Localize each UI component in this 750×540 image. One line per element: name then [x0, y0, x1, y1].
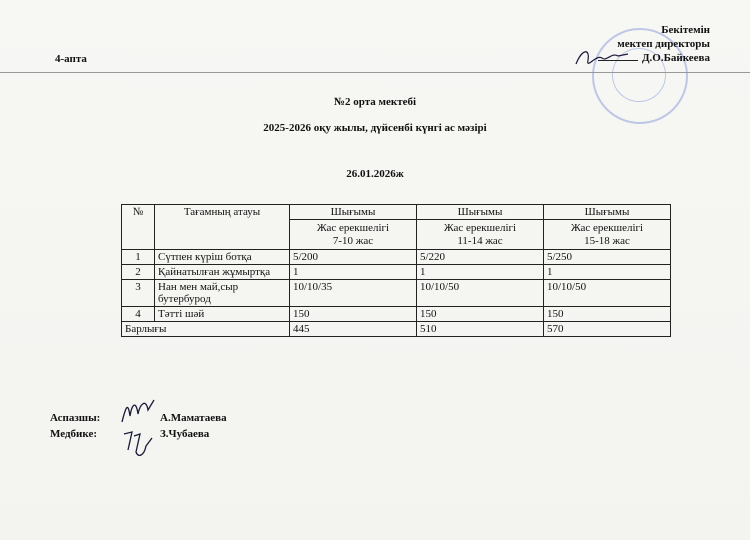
- menu-table: [121, 204, 671, 337]
- output-11-14: 150: [417, 307, 544, 322]
- header-divider: [0, 72, 750, 73]
- output-7-10: 5/200: [290, 250, 417, 265]
- table-total-row: [122, 322, 671, 337]
- output-15-18: 5/250: [544, 250, 671, 265]
- table-row: [122, 280, 671, 307]
- row-num: 4: [122, 307, 155, 322]
- row-num: 1: [122, 250, 155, 265]
- output-15-18: 10/10/50: [544, 280, 671, 307]
- approve-position: мектеп директоры: [617, 38, 710, 50]
- output-15-18: 150: [544, 307, 671, 322]
- school-name: №2 орта мектебі: [333, 96, 417, 108]
- cook-role: Аспазшы:: [50, 412, 101, 424]
- age-group-3: [544, 220, 671, 250]
- col-name-header: Тағамның атауы: [155, 205, 290, 250]
- dish-name: Тәтті шәй: [155, 307, 290, 322]
- approve-signer-name: Д.О.Байкеева: [641, 52, 710, 64]
- week-label: 4-апта: [55, 53, 87, 65]
- output-7-10: 10/10/35: [290, 280, 417, 307]
- approve-title: Бекітемін: [661, 24, 710, 36]
- nurse-role: Медбике:: [50, 428, 97, 440]
- total-label: Барлығы: [122, 322, 290, 337]
- table-row: [122, 307, 671, 322]
- table-header-row: [122, 205, 671, 220]
- output-11-14: 1: [417, 265, 544, 280]
- age-range: 7-10 жас: [332, 235, 374, 247]
- age-label: Жас ерекшелігі: [570, 222, 644, 234]
- col-num-header: №: [122, 205, 155, 250]
- menu-date: 26.01.2026ж: [346, 168, 404, 180]
- table-row: [122, 265, 671, 280]
- age-label: Жас ерекшелігі: [316, 222, 390, 234]
- cook-name: А.Маматаева: [160, 412, 227, 424]
- output-7-10: 150: [290, 307, 417, 322]
- total-7-10: 445: [290, 322, 417, 337]
- total-15-18: 570: [544, 322, 671, 337]
- output-11-14: 5/220: [417, 250, 544, 265]
- total-11-14: 510: [417, 322, 544, 337]
- col-output-header-3: Шығымы: [544, 205, 671, 220]
- menu-subtitle: 2025-2026 оқу жылы, дүйсенбі күнгі ас мәзірі: [263, 122, 487, 134]
- nurse-signature: [118, 428, 158, 462]
- output-15-18: 1: [544, 265, 671, 280]
- cook-signature: [118, 396, 158, 428]
- age-label: Жас ерекшелігі: [443, 222, 517, 234]
- output-7-10: 1: [290, 265, 417, 280]
- director-signature: [572, 44, 632, 74]
- age-group-1: [290, 220, 417, 250]
- col-output-header-1: Шығымы: [290, 205, 417, 220]
- age-range: 11-14 жас: [457, 235, 503, 247]
- dish-name: Қайнатылған жұмыртқа: [155, 265, 290, 280]
- age-range: 15-18 жас: [584, 235, 630, 247]
- dish-name: Нан мен май,сыр бутербурод: [155, 280, 290, 307]
- row-num: 3: [122, 280, 155, 307]
- table-row: [122, 250, 671, 265]
- nurse-name: З.Чубаева: [160, 428, 210, 440]
- output-11-14: 10/10/50: [417, 280, 544, 307]
- col-output-header-2: Шығымы: [417, 205, 544, 220]
- age-group-2: [417, 220, 544, 250]
- row-num: 2: [122, 265, 155, 280]
- dish-name: Сүтпен күріш ботқа: [155, 250, 290, 265]
